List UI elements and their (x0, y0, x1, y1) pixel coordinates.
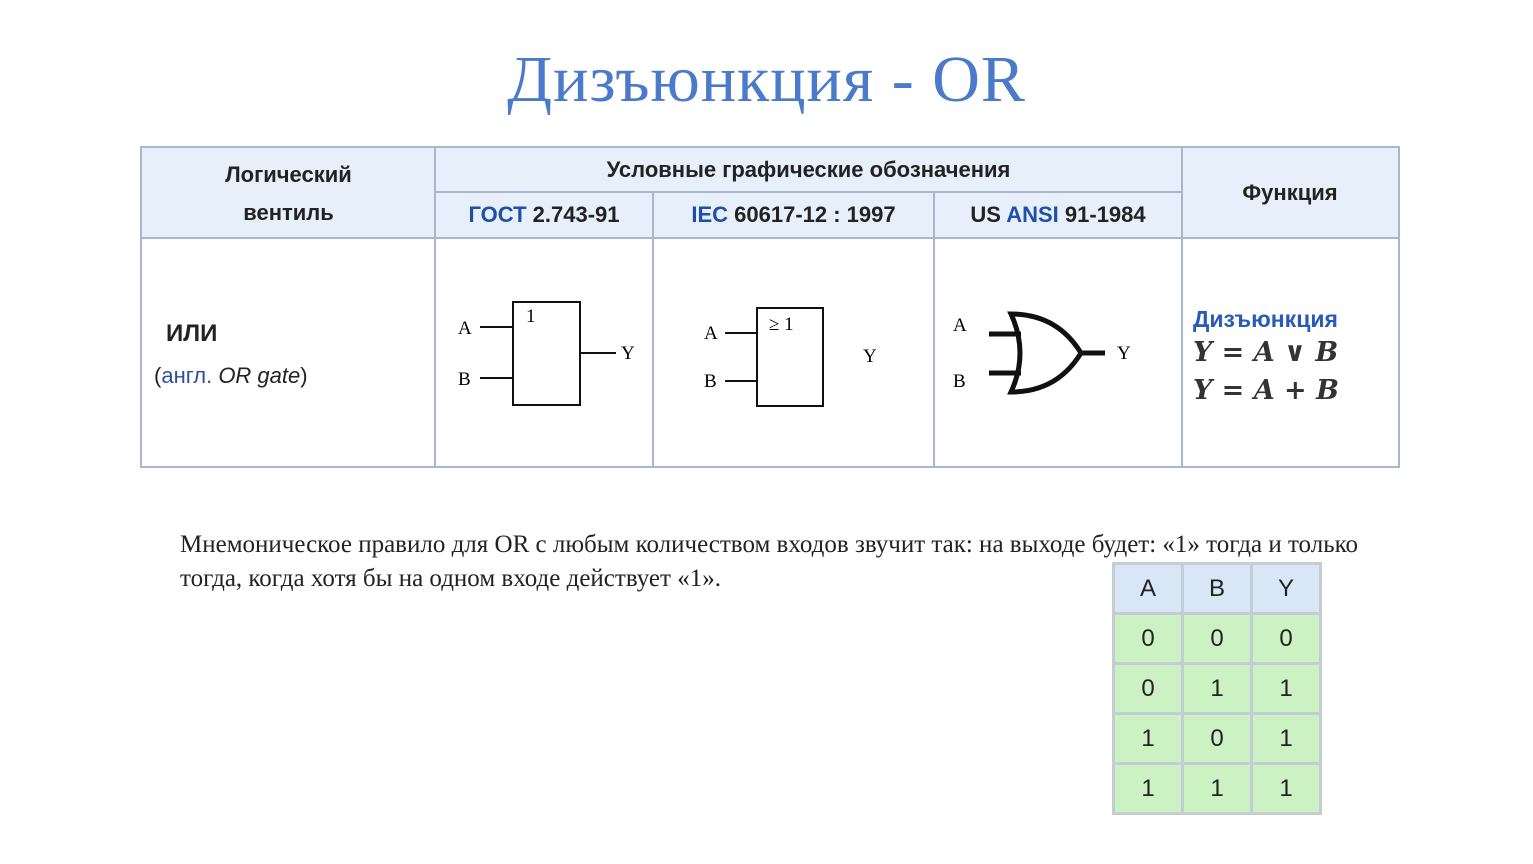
iec-number: 60617-12 : 1997 (728, 202, 896, 227)
truth-table-header (1114, 564, 1321, 614)
gost-link[interactable]: ГОСТ (468, 202, 527, 227)
truth-cell: 0 (1183, 714, 1252, 764)
us-prefix: US (970, 202, 1007, 227)
iec-symbol (654, 238, 933, 466)
header-symbols-cell (435, 148, 1182, 192)
truth-cell: 1 (1252, 764, 1321, 814)
ansi-number: 91-1984 (1058, 202, 1146, 227)
gost-box-label: 1 (526, 306, 536, 327)
truth-cell: 1 (1252, 664, 1321, 714)
gost-number: 2.743-91 (526, 202, 620, 227)
iec-label-y: Y (863, 346, 877, 367)
gost-label-b: B (458, 369, 471, 390)
iec-label-a: A (704, 323, 718, 344)
truth-header-a: A (1114, 564, 1183, 614)
truth-cell: 1 (1252, 714, 1321, 764)
truth-cell: 0 (1252, 614, 1321, 664)
gost-label-a: A (458, 318, 472, 339)
mnemonic-rule-text: Мнемоническое правило для OR с любым количеством входов звучит так: на выходе будет: «1» тогда и только тогда, когда хотя бы на одном входе действует «1». (180, 531, 1358, 592)
gost-or-gate-diagram (436, 238, 652, 466)
eng-abbrev-link[interactable]: англ. (161, 363, 213, 388)
function-equation-plus: Y = A + B (1193, 375, 1339, 406)
symbols-divider (435, 191, 1182, 193)
ansi-label-y: Y (1117, 343, 1131, 364)
gost-box (513, 302, 580, 405)
truth-cell: 1 (1183, 764, 1252, 814)
truth-cell: 1 (1114, 764, 1183, 814)
table-row (1114, 714, 1321, 764)
header-gate-line2: вентиль (243, 200, 334, 225)
header-symbols-title: Условные графические обозначения (606, 157, 1011, 182)
ansi-label-b: B (953, 371, 966, 392)
truth-header-b: B (1183, 564, 1252, 614)
function-title-link[interactable]: Дизъюнкция (1193, 306, 1338, 332)
header-gost-cell (435, 192, 653, 238)
header-func: Функция (1242, 180, 1338, 205)
header-gate-cell (142, 148, 435, 238)
paren-close: ) (300, 363, 308, 388)
ansi-or-gate-diagram (935, 238, 1181, 466)
function-cell (1183, 238, 1398, 466)
iec-link[interactable]: IEC (691, 202, 729, 227)
truth-cell: 1 (1183, 664, 1252, 714)
gost-label-y: Y (621, 343, 635, 364)
eng-term: OR gate (212, 363, 301, 388)
truth-cell: 1 (1114, 714, 1183, 764)
header-func-cell (1182, 148, 1398, 238)
gate-name-cell (142, 238, 434, 466)
gate-name: ИЛИ (166, 320, 218, 347)
truth-header-y: Y (1252, 564, 1321, 614)
function-equation-or: Y = A ∨ B (1193, 337, 1339, 368)
ansi-link[interactable]: ANSI (1006, 202, 1059, 227)
truth-cell: 0 (1183, 614, 1252, 664)
iec-box-label: ≥ 1 (769, 314, 794, 335)
ansi-label-a: A (953, 315, 967, 336)
ansi-symbol (935, 238, 1181, 466)
truth-cell: 0 (1114, 614, 1183, 664)
gost-symbol (436, 238, 652, 466)
paren-open: ( (154, 363, 162, 388)
table-row (1114, 664, 1321, 714)
iec-label-b: B (704, 371, 717, 392)
table-row (1114, 614, 1321, 664)
slide-title: Дизъюнкция - OR (507, 43, 1026, 116)
gate-table (140, 146, 1400, 468)
ansi-gate-body (1011, 314, 1081, 392)
header-iec-cell (653, 192, 934, 238)
header-ansi-cell (934, 192, 1182, 238)
truth-table (1112, 562, 1322, 815)
table-row (1114, 764, 1321, 814)
header-gate-line1: Логический (225, 162, 352, 187)
truth-cell: 0 (1114, 664, 1183, 714)
gate-english (154, 363, 308, 389)
iec-or-gate-diagram (654, 238, 933, 466)
